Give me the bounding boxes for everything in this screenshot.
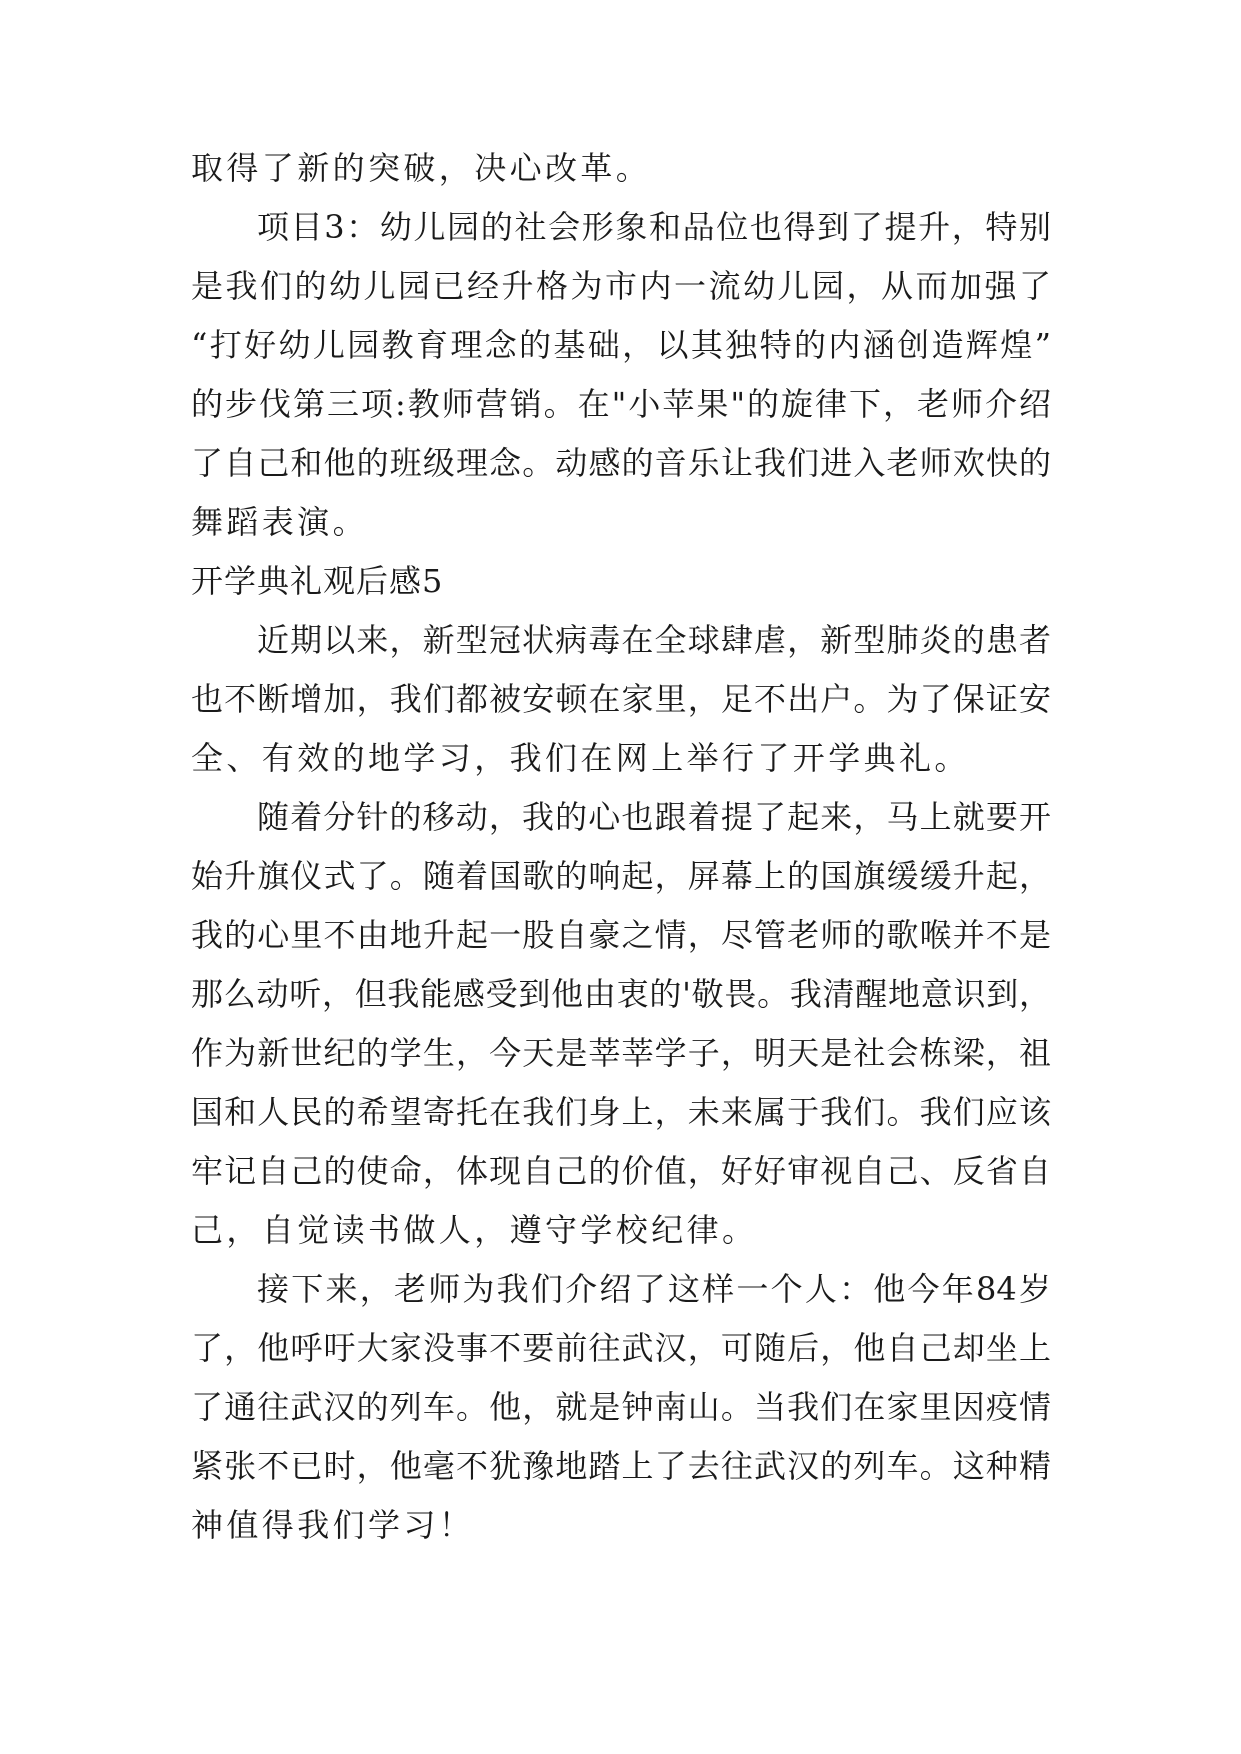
- text-line: 全、有效的地学习，我们在网上举行了开学典礼。: [191, 739, 970, 777]
- text-line: 己，自觉读书做人，遵守学校纪律。: [191, 1211, 758, 1249]
- text-line: 取得了新的突破，决心改革。: [191, 149, 652, 187]
- text-line: 是我们的幼儿园已经升格为市内一流幼儿园，从而加强了: [191, 267, 1051, 305]
- text-line: 随着分针的移动，我的心也跟着提了起来，马上就要开: [257, 798, 1051, 836]
- text-line: “打好幼儿园教育理念的基础，以其独特的内涵创造辉煌”: [191, 326, 1051, 364]
- text-line: 那么动听，但我能感受到他由衷的'敬畏。我清醒地意识到，: [191, 975, 1051, 1013]
- text-line: 也不断增加，我们都被安顿在家里，足不出户。为了保证安: [191, 680, 1051, 718]
- text-line: 国和人民的希望寄托在我们身上，未来属于我们。我们应该: [191, 1093, 1051, 1131]
- text-line: 紧张不已时，他毫不犹豫地踏上了去往武汉的列车。这种精: [191, 1447, 1051, 1485]
- section-heading: 开学典礼观后感5: [191, 562, 444, 600]
- text-line: 接下来，老师为我们介绍了这样一个人：他今年84岁: [257, 1270, 1051, 1308]
- text-line: 近期以来，新型冠状病毒在全球肆虐，新型肺炎的患者: [257, 621, 1051, 659]
- text-line: 了，他呼吁大家没事不要前往武汉，可随后，他自己却坐上: [191, 1329, 1051, 1367]
- text-line: 了自己和他的班级理念。动感的音乐让我们进入老师欢快的: [191, 444, 1051, 482]
- text-line: 我的心里不由地升起一股自豪之情，尽管老师的歌喉并不是: [191, 916, 1051, 954]
- text-line: 神值得我们学习！: [191, 1506, 475, 1544]
- text-line: 的步伐第三项:教师营销。在"小苹果"的旋律下，老师介绍: [191, 385, 1051, 423]
- text-line: 了通往武汉的列车。他，就是钟南山。当我们在家里因疫情: [191, 1388, 1051, 1426]
- text-line: 始升旗仪式了。随着国歌的响起，屏幕上的国旗缓缓升起，: [191, 857, 1051, 895]
- text-line: 牢记自己的使命，体现自己的价值，好好审视自己、反省自: [191, 1152, 1051, 1190]
- text-line: 舞蹈表演。: [191, 503, 369, 541]
- text-line: 项目3：幼儿园的社会形象和品位也得到了提升，特别: [257, 208, 1051, 246]
- text-line: 作为新世纪的学生，今天是莘莘学子，明天是社会栋梁，祖: [191, 1034, 1051, 1072]
